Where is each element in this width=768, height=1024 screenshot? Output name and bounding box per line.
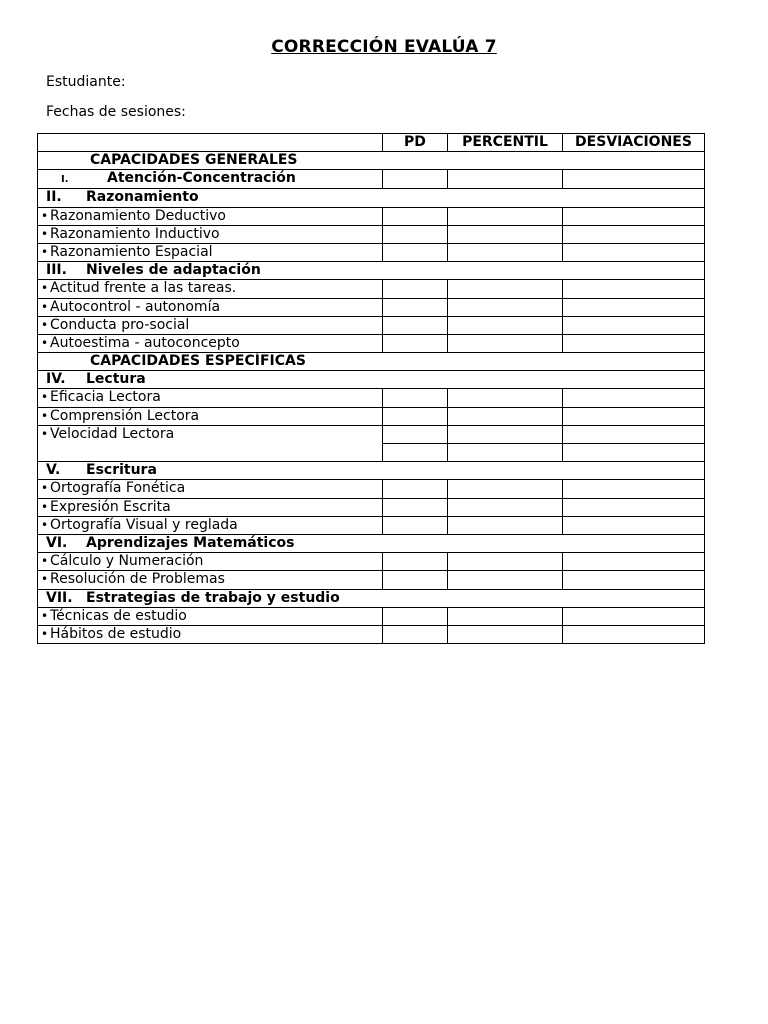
item-label: Razonamiento Inductivo [50, 225, 220, 242]
group-row [38, 589, 705, 607]
bullet-icon: • [41, 517, 49, 532]
item-row [38, 225, 705, 243]
score-cell[interactable] [448, 298, 563, 316]
item-label: Autoestima - autoconcepto [50, 334, 240, 351]
item-label: Velocidad Lectora [50, 425, 175, 442]
bullet-icon: • [41, 317, 49, 332]
item-label: Conducta pro-social [50, 316, 190, 333]
group-row [38, 462, 705, 480]
score-cell[interactable] [563, 607, 705, 625]
score-cell[interactable] [448, 625, 563, 643]
column-header-desviaciones: DESVIACIONES [563, 134, 705, 152]
score-cell[interactable] [448, 407, 563, 425]
score-cell[interactable] [383, 480, 448, 498]
score-cell[interactable] [383, 298, 448, 316]
group-number: I. [61, 174, 69, 186]
score-cell[interactable] [563, 207, 705, 225]
score-cell[interactable] [563, 389, 705, 407]
bullet-icon: • [41, 572, 49, 587]
item-row [38, 243, 705, 261]
column-header-pd: PD [383, 134, 448, 152]
item-row [38, 516, 705, 534]
group-number: VI. [46, 534, 68, 551]
score-cell[interactable] [563, 225, 705, 243]
item-row [38, 389, 705, 407]
score-cell[interactable] [383, 553, 448, 571]
score-cell[interactable] [448, 280, 563, 298]
score-cell[interactable] [448, 207, 563, 225]
bullet-icon: • [41, 499, 49, 514]
group-label: Escritura [86, 462, 157, 479]
score-cell[interactable] [563, 334, 705, 352]
item-row [38, 425, 705, 443]
item-label: Razonamiento Deductivo [50, 207, 226, 224]
section-row [38, 152, 705, 170]
item-label: Técnicas de estudio [50, 607, 187, 624]
group-number: III. [46, 262, 67, 279]
bullet-icon: • [41, 244, 49, 259]
group-row [38, 189, 705, 207]
item-row [38, 407, 705, 425]
item-row [38, 480, 705, 498]
score-cell[interactable] [448, 316, 563, 334]
score-cell[interactable] [448, 225, 563, 243]
score-cell[interactable] [383, 170, 448, 189]
score-cell[interactable] [563, 170, 705, 189]
bullet-icon: • [41, 408, 49, 423]
score-cell[interactable] [563, 553, 705, 571]
score-cell[interactable] [383, 425, 448, 443]
score-cell[interactable] [563, 480, 705, 498]
score-cell[interactable] [448, 334, 563, 352]
bullet-icon: • [41, 335, 49, 350]
score-cell[interactable] [383, 316, 448, 334]
score-cell[interactable] [383, 625, 448, 643]
score-cell[interactable] [563, 498, 705, 516]
score-cell[interactable] [383, 207, 448, 225]
item-row [38, 298, 705, 316]
item-label: Razonamiento Espacial [50, 243, 213, 260]
item-label: Comprensión Lectora [50, 407, 200, 424]
score-cell[interactable] [448, 607, 563, 625]
score-cell[interactable] [448, 480, 563, 498]
score-cell[interactable] [563, 316, 705, 334]
group-label: Lectura [86, 371, 146, 388]
score-cell[interactable] [383, 607, 448, 625]
group-row [38, 534, 705, 552]
bullet-icon: • [41, 481, 49, 496]
score-cell[interactable] [448, 516, 563, 534]
score-cell[interactable] [563, 243, 705, 261]
bullet-icon: • [41, 208, 49, 223]
group-label: Atención-Concentración [107, 170, 296, 187]
score-cell[interactable] [563, 444, 705, 462]
document-title: CORRECCIÓN EVALÚA 7 [271, 37, 497, 57]
score-cell[interactable] [448, 425, 563, 443]
group-number: IV. [46, 371, 66, 388]
item-label: Eficacia Lectora [50, 389, 161, 406]
item-label: Ortografía Visual y reglada [50, 516, 238, 533]
score-cell[interactable] [383, 334, 448, 352]
score-cell[interactable] [448, 553, 563, 571]
scores-table [37, 133, 705, 644]
group-row [38, 262, 705, 280]
score-cell[interactable] [563, 407, 705, 425]
item-row [38, 280, 705, 298]
score-cell[interactable] [563, 571, 705, 589]
score-cell[interactable] [563, 625, 705, 643]
item-row [38, 498, 705, 516]
score-cell[interactable] [383, 498, 448, 516]
section-row [38, 353, 705, 371]
item-row [38, 571, 705, 589]
item-row [38, 207, 705, 225]
item-label: Resolución de Problemas [50, 571, 225, 588]
score-cell[interactable] [448, 170, 563, 189]
item-label: Ortografía Fonética [50, 480, 186, 497]
score-cell[interactable] [383, 280, 448, 298]
group-row [38, 371, 705, 389]
bullet-icon: • [41, 608, 49, 623]
bullet-icon: • [41, 299, 49, 314]
score-cell[interactable] [563, 298, 705, 316]
score-cell[interactable] [448, 444, 563, 462]
item-label: Autocontrol - autonomía [50, 298, 221, 315]
score-cell[interactable] [383, 243, 448, 261]
item-label: Actitud frente a las tareas. [50, 280, 237, 297]
group-label: Niveles de adaptación [86, 262, 261, 279]
section-specific: CAPACIDADES ESPECÍFICAS [38, 353, 705, 371]
item-label: Hábitos de estudio [50, 625, 182, 642]
score-cell[interactable] [563, 280, 705, 298]
header-blank [38, 134, 383, 152]
group-label: Razonamiento [86, 189, 199, 206]
score-cell[interactable] [448, 498, 563, 516]
bullet-icon: • [41, 554, 49, 569]
score-cell[interactable] [383, 516, 448, 534]
item-row [38, 334, 705, 352]
bullet-icon: • [41, 281, 49, 296]
group-number: VII. [46, 589, 73, 606]
score-cell[interactable] [383, 225, 448, 243]
score-cell[interactable] [563, 425, 705, 443]
bullet-icon: • [41, 626, 49, 641]
column-header-percentil: PERCENTIL [448, 134, 563, 152]
item-row [38, 553, 705, 571]
group-number: V. [46, 462, 61, 479]
group-number: II. [46, 189, 62, 206]
bullet-icon: • [41, 426, 49, 441]
table-header-row [38, 134, 705, 152]
score-cell[interactable] [563, 516, 705, 534]
score-cell[interactable] [383, 444, 448, 462]
group-label: Estrategias de trabajo y estudio [86, 589, 340, 606]
score-cell[interactable] [383, 571, 448, 589]
item-row [38, 625, 705, 643]
item-label: Expresión Escrita [50, 498, 171, 515]
group-row [38, 170, 705, 189]
score-cell[interactable] [383, 407, 448, 425]
section-general: CAPACIDADES GENERALES [38, 152, 705, 170]
score-cell[interactable] [383, 389, 448, 407]
item-row [38, 316, 705, 334]
item-label: Cálculo y Numeración [50, 553, 204, 570]
item-row [38, 607, 705, 625]
score-cell[interactable] [448, 243, 563, 261]
bullet-icon: • [41, 390, 49, 405]
session-dates-label: Fechas de sesiones: [46, 104, 186, 120]
score-cell[interactable] [448, 389, 563, 407]
student-label: Estudiante: [46, 74, 126, 90]
score-cell[interactable] [448, 571, 563, 589]
group-label: Aprendizajes Matemáticos [86, 534, 295, 551]
bullet-icon: • [41, 226, 49, 241]
